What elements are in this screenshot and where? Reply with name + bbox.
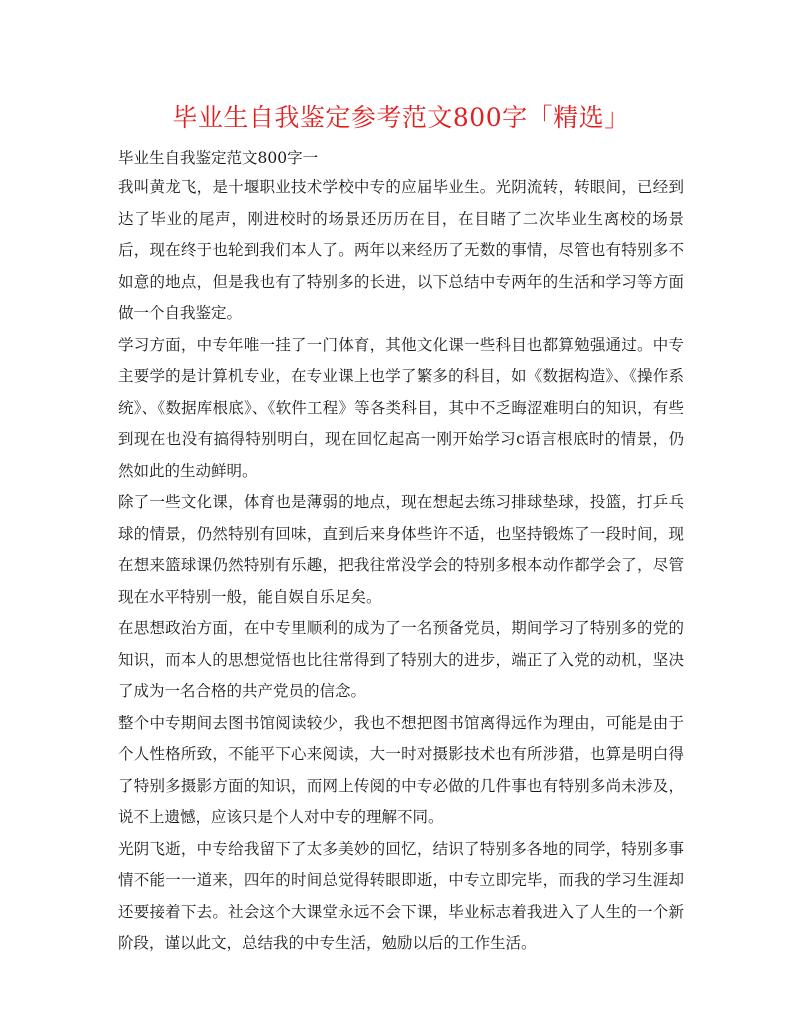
document-title: 毕业生自我鉴定参考范文800字「精选」 xyxy=(172,103,630,132)
document-page xyxy=(118,98,684,960)
paragraph-library: 整个中专期间去图书馆阅读较少，我也不想把图书馆离得远作为理由，可能是由于个人性格所致，不能平下心来阅读，大一时对摄影技术也有所涉猎，也算是明白得了特别多摄影方面的知识，而网上传阅的中专必做的几件事也有特别多尚未涉及，说不上遗憾，应该只是个人对中专的理解不同。 xyxy=(118,713,684,826)
paragraph-intro: 我叫黄龙飞，是十堰职业技术学校中专的应届毕业生。光阴流转，转眼间，已经到达了毕业的尾声，刚进校时的场景还历历在目，在目睹了二次毕业生离校的场景后，现在终于也轮到我们本人了。两年以来经历了无数的事情，尽管也有特别多不如意的地点，但是我也有了特别多的长进，以下总结中专两年的生活和学习等方面做一个自我鉴定。 xyxy=(118,178,684,322)
paragraph-study: 学习方面，中专年唯一挂了一门体育，其他文化课一些科目也都算勉强通过。中专主要学的是计算机专业，在专业课上也学了繁多的科目，如《数据构造》、《操作系统》、《数据库根底》、《软件工程》等各类科目，其中不乏晦涩难明白的知识，有些到现在也没有搞得特别明白，现在回忆起高一刚开始学习c语言根底时的情景，仍然如此的生动鲜明。 xyxy=(118,335,684,480)
section-subtitle: 毕业生自我鉴定范文800字一 xyxy=(118,149,319,167)
paragraph-conclusion: 光阴飞逝，中专给我留下了太多美妙的回忆，结识了特别多各地的同学，特别多事情不能一一道来，四年的时间总觉得转眼即逝，中专立即完毕，而我的学习生涯却还要接着下去。社会这个大课堂永远不会下课，毕业标志着我进入了人生的一个新阶段，谨以此文，总结我的中专生活，勉励以后的工作生活。 xyxy=(118,839,684,952)
paragraph-sports: 除了一些文化课，体育也是薄弱的地点，现在想起去练习排球垫球，投篮，打乒乓球的情景，仍然特别有回味，直到后来身体些许不适，也坚持锻炼了一段时间，现在想来篮球课仍然特别有乐趣，把我往常没学会的特别多根本动作都学会了，尽管现在水平特别一般，能自娱自乐足矣。 xyxy=(118,493,684,606)
paragraph-politics: 在思想政治方面，在中专里顺利的成为了一名预备党员，期间学习了特别多的党的知识，而本人的思想觉悟也比往常得到了特别大的进步，端正了入党的动机，坚决了成为一名合格的共产党员的信念。 xyxy=(118,619,684,700)
